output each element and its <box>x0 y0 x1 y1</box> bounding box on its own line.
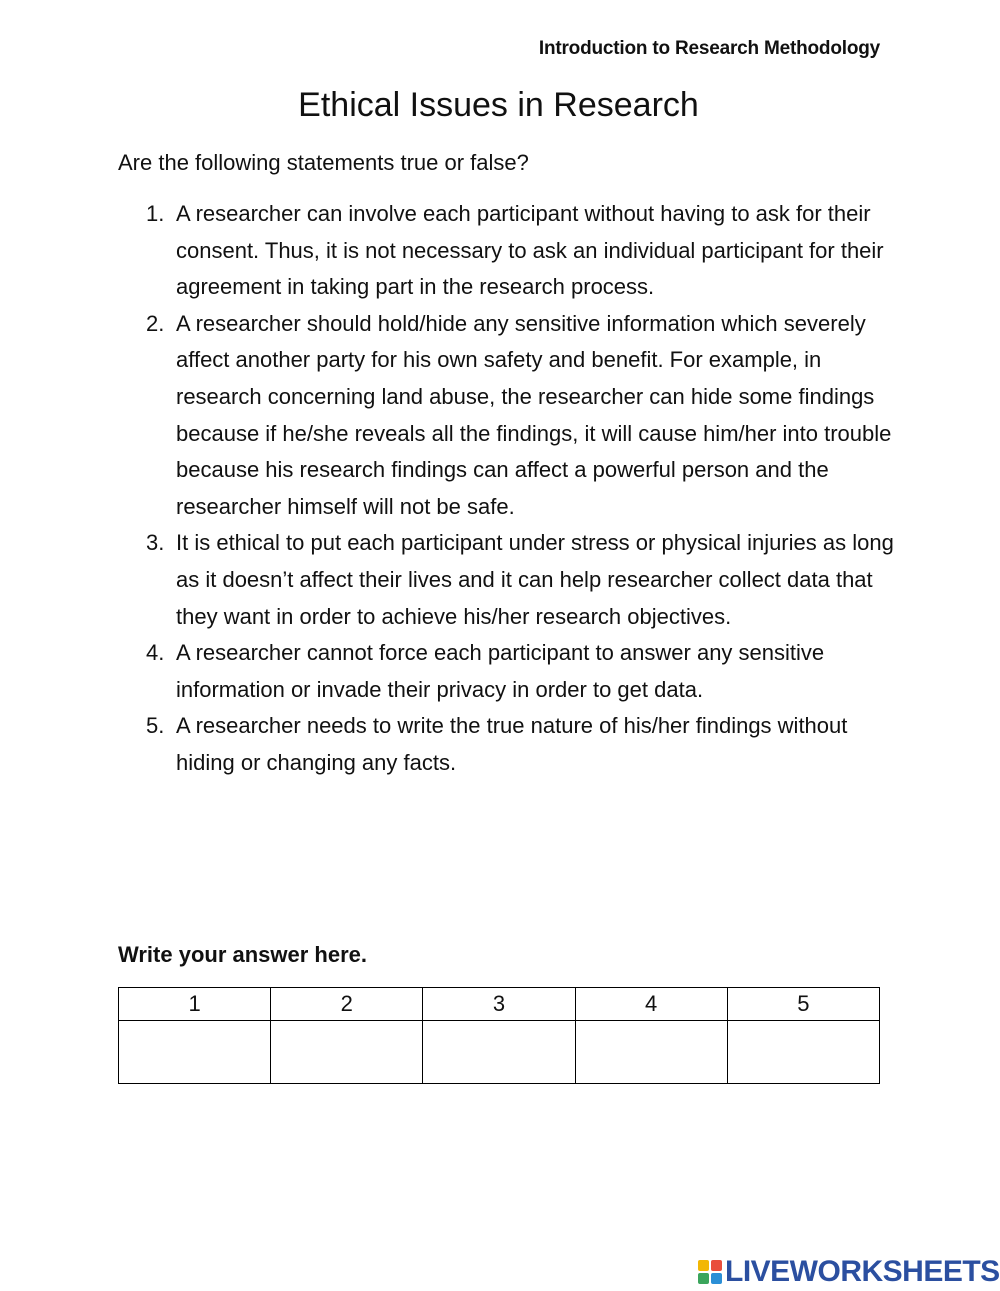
answer-cell-4[interactable] <box>575 1021 727 1084</box>
liveworksheets-logo <box>698 1255 1000 1289</box>
question-item <box>146 306 896 526</box>
answer-cell-2[interactable] <box>271 1021 423 1084</box>
question-item <box>146 525 896 635</box>
question-item <box>146 635 896 708</box>
logo-text: LIVEWORKSHEETS <box>725 1255 1000 1288</box>
answer-table <box>118 987 880 1084</box>
question-text: A researcher cannot force each participant to answer any sensitive information or invade their privacy in order to get data. <box>176 640 825 702</box>
question-list <box>146 196 896 782</box>
question-item <box>146 708 896 781</box>
logo-block <box>698 1273 709 1284</box>
question-text: It is ethical to put each participant under stress or physical injuries as long as it doesn’t affect their lives and it can help researcher collect data that they want in order to achieve his/her research objectives. <box>176 530 894 629</box>
question-number: 2. <box>146 310 165 336</box>
answer-header-row <box>119 988 880 1021</box>
answer-cell-5[interactable] <box>727 1021 879 1084</box>
logo-block <box>711 1273 722 1284</box>
question-text: A researcher should hold/hide any sensitive information which severely affect another party for his own safety and benefit. For example, in research concerning land abuse, the researcher can hide some findings because if he/she reveals all the findings, it will cause him/her into trouble because his research findings can affect a powerful person and the researcher himself will not be safe. <box>176 310 892 519</box>
logo-blocks-icon <box>698 1260 722 1284</box>
question-text: A researcher can involve each participant without having to ask for their consent. Thus, it is not necessary to ask an individual participant for their agreement in taking part in the research process. <box>176 201 884 300</box>
answer-input-row <box>119 1021 880 1084</box>
answer-cell-1[interactable] <box>119 1021 271 1084</box>
logo-block <box>698 1260 709 1271</box>
answer-cell-3[interactable] <box>423 1021 575 1084</box>
answer-column-header: 1 <box>119 988 271 1021</box>
answer-column-header: 4 <box>575 988 727 1021</box>
page-title: Ethical Issues in Research <box>298 86 699 124</box>
instruction-text: Are the following statements true or false? <box>118 150 529 175</box>
question-number: 4. <box>146 640 165 666</box>
answer-column-header: 2 <box>271 988 423 1021</box>
answer-label: Write your answer here. <box>118 942 368 967</box>
question-text: A researcher needs to write the true nature of his/her findings without hiding or changing any facts. <box>176 713 848 775</box>
question-number: 5. <box>146 713 165 739</box>
logo-block <box>711 1260 722 1271</box>
question-item <box>146 196 896 306</box>
answer-column-header: 5 <box>727 988 879 1021</box>
question-number: 1. <box>146 201 165 226</box>
answer-column-header: 3 <box>423 988 575 1021</box>
question-number: 3. <box>146 530 165 556</box>
course-header: Introduction to Research Methodology <box>538 38 880 59</box>
